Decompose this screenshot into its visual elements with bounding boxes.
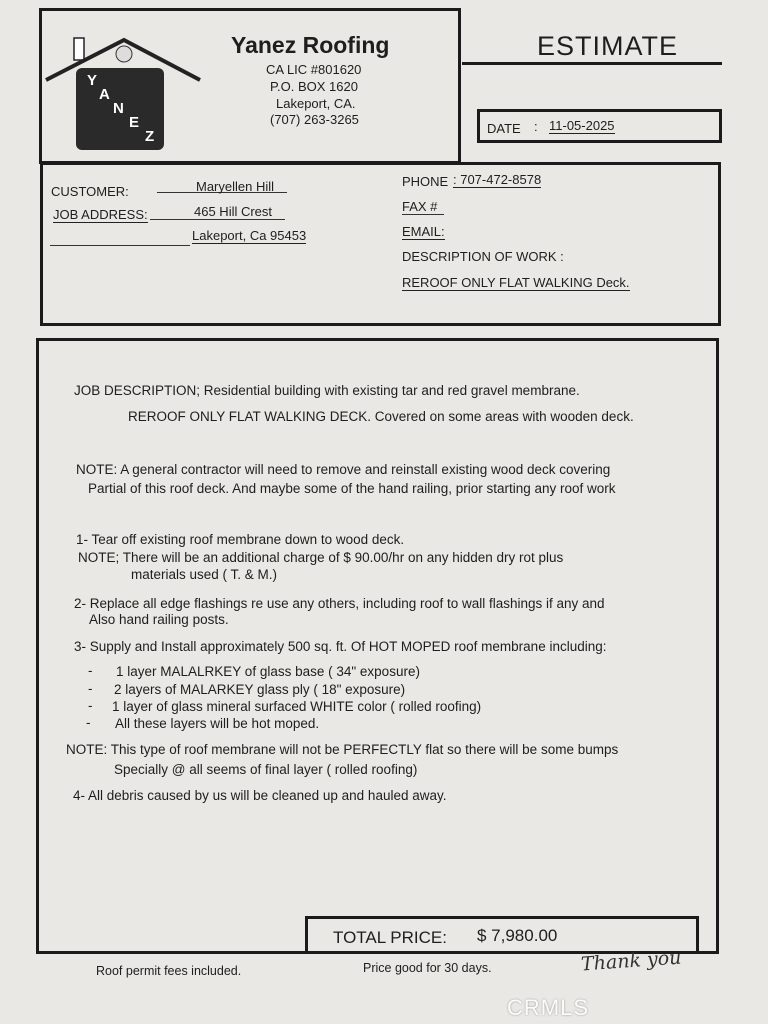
logo-letter-a: A — [99, 86, 110, 103]
date-colon: : — [534, 119, 538, 134]
description-value: REROOF ONLY FLAT WALKING Deck. — [402, 275, 630, 290]
logo-letter-e: E — [129, 114, 140, 131]
total-price-value: $ 7,980.00 — [477, 926, 558, 945]
fax-rule — [402, 214, 444, 215]
thank-you-signature: Thank you — [580, 946, 683, 976]
phone-value: : 707-472-8578 — [453, 172, 542, 187]
bullet-dash: - — [88, 663, 93, 678]
note1-line2: Partial of this roof deck. And maybe some of the hand railing, prior starting any roof work — [88, 481, 616, 496]
estimate-title-rule — [462, 62, 722, 65]
bullet-item: 1 layer MALALRKEY of glass base ( 34" exposure) — [116, 664, 420, 679]
company-name: Yanez Roofing — [231, 32, 390, 58]
logo-letter-y: Y — [87, 72, 98, 89]
item1-line2: NOTE; There will be an additional charge of $ 90.00/hr on any hidden dry rot plus — [78, 550, 564, 565]
job-address-rule2 — [50, 245, 190, 246]
customer-info-box — [40, 162, 721, 326]
date-value: 11-05-2025 — [549, 118, 615, 133]
company-city: Lakeport, CA. — [276, 96, 356, 111]
customer-name: Maryellen Hill — [196, 179, 275, 194]
bullet-dash: - — [88, 698, 93, 713]
job-address-line1: 465 Hill Crest — [194, 204, 273, 219]
watermark: CRMLS — [507, 995, 590, 1020]
note2-line2: Specially @ all seems of final layer ( rolled roofing) — [114, 762, 418, 777]
item1-line3: materials used ( T. & M.) — [131, 567, 278, 582]
job-address-line2: Lakeport, Ca 95453 — [192, 228, 307, 243]
date-label: DATE — [487, 121, 521, 136]
bullet-item: 2 layers of MALARKEY glass ply ( 18" exposure) — [114, 682, 406, 697]
price-valid-note: Price good for 30 days. — [363, 961, 492, 975]
job-address-label: JOB ADDRESS: — [53, 207, 148, 222]
logo-letter-z: Z — [145, 128, 155, 145]
item3-line1: 3- Supply and Install approximately 500 sq. ft. Of HOT MOPED roof membrane including: — [74, 639, 607, 654]
customer-label: CUSTOMER: — [51, 184, 129, 199]
item1-line1: 1- Tear off existing roof membrane down to wood deck. — [76, 532, 405, 547]
fax-label: FAX # — [402, 199, 438, 214]
phone-label: PHONE — [402, 174, 449, 189]
total-price-label: TOTAL PRICE: — [333, 928, 447, 947]
company-po-box: P.O. BOX 1620 — [270, 79, 358, 94]
item2-line2: Also hand railing posts. — [89, 612, 229, 627]
description-label: DESCRIPTION OF WORK : — [402, 249, 564, 264]
note2-line1: NOTE: This type of roof membrane will not be PERFECTLY flat so there will be some bumps — [66, 742, 619, 757]
estimate-title: ESTIMATE — [537, 31, 679, 61]
bullet-item: 1 layer of glass mineral surfaced WHITE color ( rolled roofing) — [112, 699, 482, 714]
company-phone: (707) 263-3265 — [270, 112, 359, 127]
job-description-line1: JOB DESCRIPTION; Residential building with existing tar and red gravel membrane. — [74, 383, 580, 398]
logo-letter-n: N — [113, 100, 124, 117]
bullet-item: All these layers will be hot moped. — [115, 716, 320, 731]
bullet-dash: - — [88, 681, 93, 696]
item2-line1: 2- Replace all edge flashings re use any others, including roof to wall flashings if any and — [74, 596, 605, 611]
company-license: CA LIC #801620 — [266, 62, 362, 77]
item4-line: 4- All debris caused by us will be cleaned up and hauled away. — [73, 788, 447, 803]
job-address-rule1 — [150, 219, 285, 220]
job-description-line2: REROOF ONLY FLAT WALKING DECK. Covered on some areas with wooden deck. — [128, 409, 634, 424]
bullet-dash: - — [86, 715, 91, 730]
email-label: EMAIL: — [402, 224, 445, 239]
permit-note: Roof permit fees included. — [96, 964, 242, 978]
note1-line1: NOTE: A general contractor will need to remove and reinstall existing wood deck covering — [76, 462, 611, 477]
